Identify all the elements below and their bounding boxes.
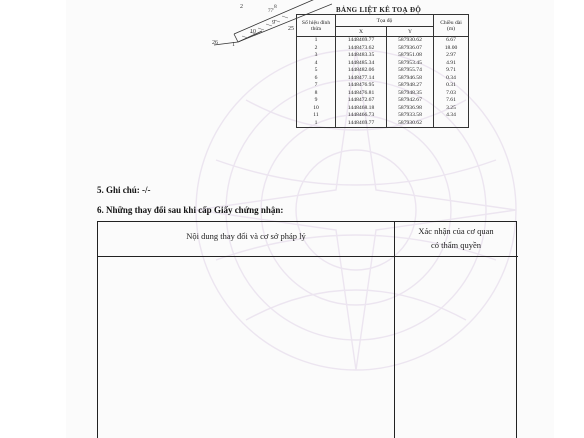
coord-cell-length: 6.67 <box>434 37 469 45</box>
header-coord: Tọa độ <box>336 15 434 27</box>
coord-cell-point: 9 <box>297 97 336 105</box>
coord-row <box>297 97 469 105</box>
coord-cell-point: 10 <box>297 105 336 113</box>
confirm-line-2: có thẩm quyền <box>430 240 482 250</box>
coord-cell-length: 2.97 <box>434 52 469 60</box>
coord-cell-y: 587955.74 <box>387 67 434 75</box>
coord-row <box>297 112 469 120</box>
coord-cell-length: 9.71 <box>434 67 469 75</box>
coord-cell-y: 587946.58 <box>387 75 434 83</box>
coord-cell-point: 11 <box>297 112 336 120</box>
coord-cell-length: 7.03 <box>434 90 469 98</box>
changes-title: 6. Những thay đổi sau khi cấp Giấy chứng nhận: <box>97 205 284 215</box>
coord-cell-x: 1448482.06 <box>336 67 387 75</box>
coord-cell-y: 587948.27 <box>387 82 434 90</box>
coord-cell-point: 4 <box>297 60 336 68</box>
coord-row <box>297 120 469 128</box>
column-divider <box>394 222 395 438</box>
coord-cell-y: 587933.58 <box>387 112 434 120</box>
sketch-label-2: 2 <box>240 4 243 10</box>
coord-cell-x: 1448477.14 <box>336 75 387 83</box>
coord-cell-x: 1448483.35 <box>336 52 387 60</box>
certificate-page <box>66 0 554 438</box>
coord-cell-x: 1448472.67 <box>336 97 387 105</box>
header-divider <box>98 256 518 257</box>
coord-row <box>297 82 469 90</box>
coord-cell-x: 1448468.18 <box>336 105 387 113</box>
coord-row <box>297 37 469 45</box>
coord-cell-x: 1448485.34 <box>336 60 387 68</box>
sketch-label-26: 26 <box>212 40 218 46</box>
coord-row <box>297 67 469 75</box>
coord-cell-length <box>434 120 469 128</box>
confirm-line-1: Xác nhận của cơ quan <box>418 226 494 236</box>
coord-cell-point: 1 <box>297 120 336 128</box>
coord-cell-point: 7 <box>297 82 336 90</box>
coord-cell-y: 587948.35 <box>387 90 434 98</box>
header-point: Số hiệu đỉnh thửa <box>297 15 336 37</box>
coord-row <box>297 52 469 60</box>
sketch-label-8: 8 <box>274 4 277 10</box>
coord-row <box>297 105 469 113</box>
coord-cell-y: 587951.08 <box>387 52 434 60</box>
coord-cell-point: 8 <box>297 90 336 98</box>
coord-cell-length: 4.91 <box>434 60 469 68</box>
coord-cell-y: 587930.62 <box>387 120 434 128</box>
coord-row <box>297 45 469 53</box>
coord-cell-length: 18.00 <box>434 45 469 53</box>
coord-cell-y: 587942.67 <box>387 97 434 105</box>
note-section: 5. Ghi chú: -/- <box>97 185 151 195</box>
changes-header-content: Nội dung thay đổi và cơ sở pháp lý <box>186 231 306 241</box>
coord-cell-y: 587953.45 <box>387 60 434 68</box>
coord-cell-y: 587936.07 <box>387 45 434 53</box>
coord-row <box>297 60 469 68</box>
sketch-label-25: 25 <box>288 26 294 32</box>
coord-cell-x: 1448473.62 <box>336 45 387 53</box>
left-margin <box>0 0 66 438</box>
coord-cell-x: 1448476.95 <box>336 82 387 90</box>
coord-cell-point: 3 <box>297 52 336 60</box>
right-margin <box>554 0 584 438</box>
sketch-label-9: 9 <box>272 20 275 26</box>
coord-table-title: BẢNG LIỆT KÊ TOẠ ĐỘ <box>336 6 422 14</box>
coord-cell-length: 0.31 <box>434 82 469 90</box>
coord-cell-y: 587930.62 <box>387 37 434 45</box>
coord-row <box>297 90 469 98</box>
coord-cell-length: 4.34 <box>434 112 469 120</box>
coord-cell-x: 1448469.77 <box>336 37 387 45</box>
coord-cell-point: 5 <box>297 67 336 75</box>
coord-table <box>296 14 469 128</box>
coord-cell-x: 1448476.81 <box>336 90 387 98</box>
sketch-label-10: 10 <box>250 29 256 35</box>
sketch-edge-text: 77' <box>268 9 274 14</box>
header-x: X <box>336 27 387 37</box>
coord-row <box>297 75 469 83</box>
changes-header-confirm <box>394 224 518 252</box>
header-length: Chiều dài (m) <box>434 15 469 37</box>
coord-cell-x: 1448469.77 <box>336 120 387 128</box>
changes-table <box>97 221 517 438</box>
coord-cell-length: 0.34 <box>434 75 469 83</box>
coord-cell-point: 2 <box>297 45 336 53</box>
coord-cell-x: 1448466.73 <box>336 112 387 120</box>
sketch-label-1: 1 <box>232 42 235 48</box>
coord-cell-point: 1 <box>297 37 336 45</box>
coord-cell-y: 587936.98 <box>387 105 434 113</box>
header-y: Y <box>387 27 434 37</box>
coord-cell-length: 3.25 <box>434 105 469 113</box>
coord-cell-length: 7.61 <box>434 97 469 105</box>
coord-cell-point: 6 <box>297 75 336 83</box>
